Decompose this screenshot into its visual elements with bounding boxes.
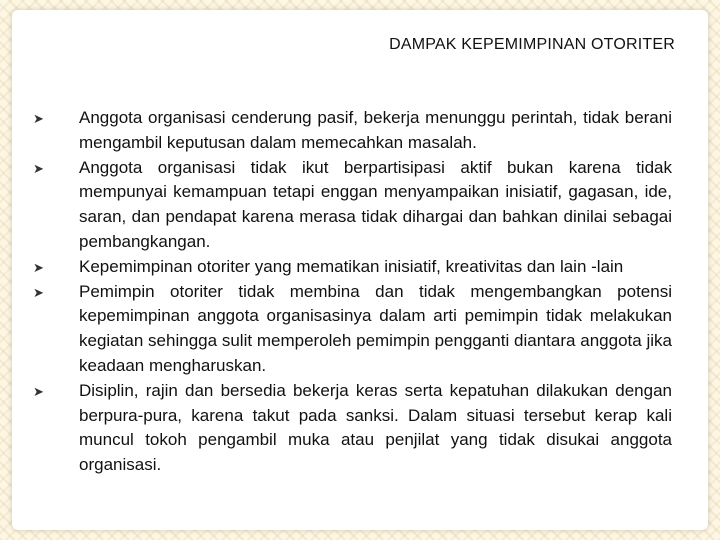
list-item xyxy=(0,106,720,156)
arrowhead-bullet-icon: ➤ xyxy=(33,160,44,176)
arrowhead-bullet-icon: ➤ xyxy=(33,383,44,399)
list-item-text: Anggota organisasi cenderung pasif, bekerja menunggu perintah, tidak berani mengambil keputusan dalam memecahkan masalah. xyxy=(79,108,672,152)
list-item-text: Pemimpin otoriter tidak membina dan tidak mengembangkan potensi kepemimpinan anggota organisasinya dalam arti pemimpin tidak melakukan kegiatan sehingga sulit memperoleh pemimpin pengganti diantara anggota jika keadaan mengharuskan. xyxy=(79,281,672,375)
list-item xyxy=(0,379,720,478)
list-item-text: Kepemimpinan otoriter yang mematikan inisiatif, kreativitas dan lain -lain xyxy=(79,256,624,276)
list-item-text: Disiplin, rajin dan bersedia bekerja keras serta kepatuhan dilakukan dengan berpura-pura, karena takut pada sanksi. Dalam situasi tersebut kerap kali muncul tokoh pengambil muka atau penjilat yang tidak disukai anggota organisasi. xyxy=(79,380,672,475)
list-item xyxy=(0,280,720,379)
list-item xyxy=(0,156,720,255)
arrowhead-bullet-icon: ➤ xyxy=(33,259,44,275)
list-item xyxy=(0,255,720,280)
slide-title: DAMPAK KEPEMIMPINAN OTORITER xyxy=(389,36,675,53)
list-item-text: Anggota organisasi tidak ikut berpartisipasi aktif bukan karena tidak mempunyai kemampuan tetapi enggan menyampaikan inisiatif, gagasan, ide, saran, dan pendapat karena merasa tidak dihargai dan bahkan dinilai sebagai pembangkangan. xyxy=(79,157,672,251)
bullet-list xyxy=(0,106,720,478)
arrowhead-bullet-icon: ➤ xyxy=(33,284,44,300)
arrowhead-bullet-icon: ➤ xyxy=(33,111,44,126)
